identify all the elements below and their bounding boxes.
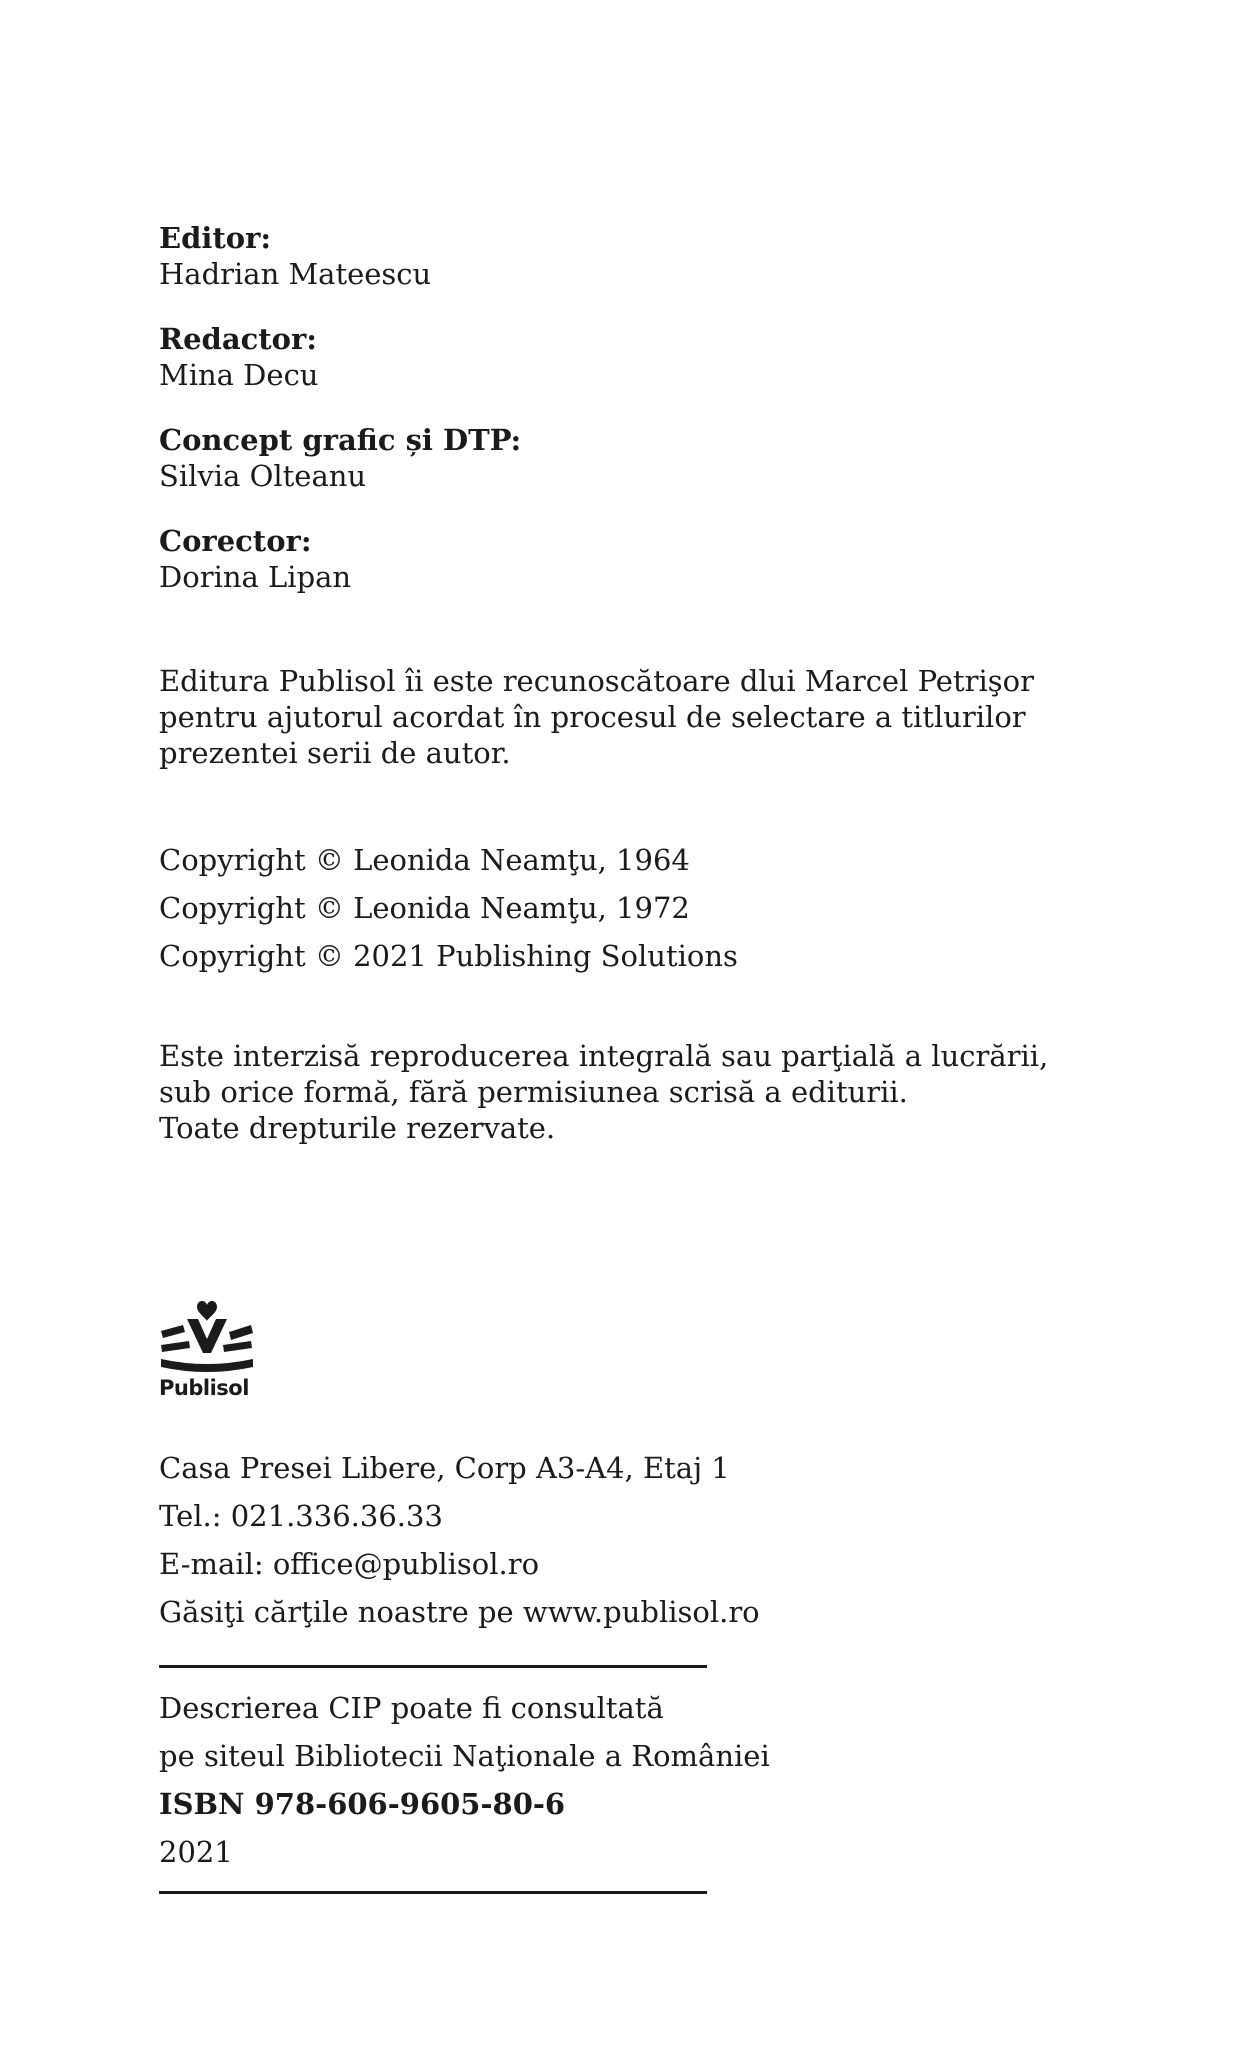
copyright-line: Copyright © Leonida Neamţu, 1972 xyxy=(159,891,690,925)
publisher-email: E-mail: office@publisol.ro xyxy=(159,1547,540,1581)
credit-name: Dorina Lipan xyxy=(159,560,352,594)
publication-year: 2021 xyxy=(159,1835,233,1869)
publisol-logo-text: Publisol xyxy=(159,1376,249,1400)
isbn: ISBN 978-606-9605-80-6 xyxy=(159,1787,566,1821)
credit-name: Mina Decu xyxy=(159,358,319,392)
credit-role: Concept grafic și DTP: xyxy=(159,423,522,457)
credit-role: Corector: xyxy=(159,524,312,558)
divider-top xyxy=(159,1665,707,1668)
credit-name: Silvia Olteanu xyxy=(159,459,367,493)
publisher-phone: Tel.: 021.336.36.33 xyxy=(159,1499,443,1533)
credit-redactor xyxy=(159,321,319,393)
cip-line-1: Descrierea CIP poate fi consultată xyxy=(159,1691,664,1725)
rights-notice: Este interzisă reproducerea integrală sau parţială a lucrării, sub orice formă, fără permisiunea scrisă a editurii. Toate drepturile rezervate. xyxy=(159,1039,1049,1145)
copyright-line: Copyright © 2021 Publishing Solutions xyxy=(159,939,738,973)
divider-bottom xyxy=(159,1891,707,1894)
credit-corector xyxy=(159,523,351,595)
credit-name: Hadrian Mateescu xyxy=(159,257,432,291)
publisher-address: Casa Presei Libere, Corp A3-A4, Etaj 1 xyxy=(159,1451,730,1485)
cip-line-2: pe siteul Bibliotecii Naţionale a României xyxy=(159,1739,770,1773)
credit-design xyxy=(159,422,521,494)
credit-role: Editor: xyxy=(159,221,272,255)
copyright-line: Copyright © Leonida Neamţu, 1964 xyxy=(159,843,690,877)
acknowledgement-text: Editura Publisol îi este recunoscătoare dlui Marcel Petrişor pentru ajutorul acordat în procesul de selectare a titlurilor prezentei serii de autor. xyxy=(159,664,1034,770)
publisher-website: Găsiţi cărţile noastre pe www.publisol.ro xyxy=(159,1595,760,1629)
credit-role: Redactor: xyxy=(159,322,317,356)
credit-editor xyxy=(159,220,431,292)
